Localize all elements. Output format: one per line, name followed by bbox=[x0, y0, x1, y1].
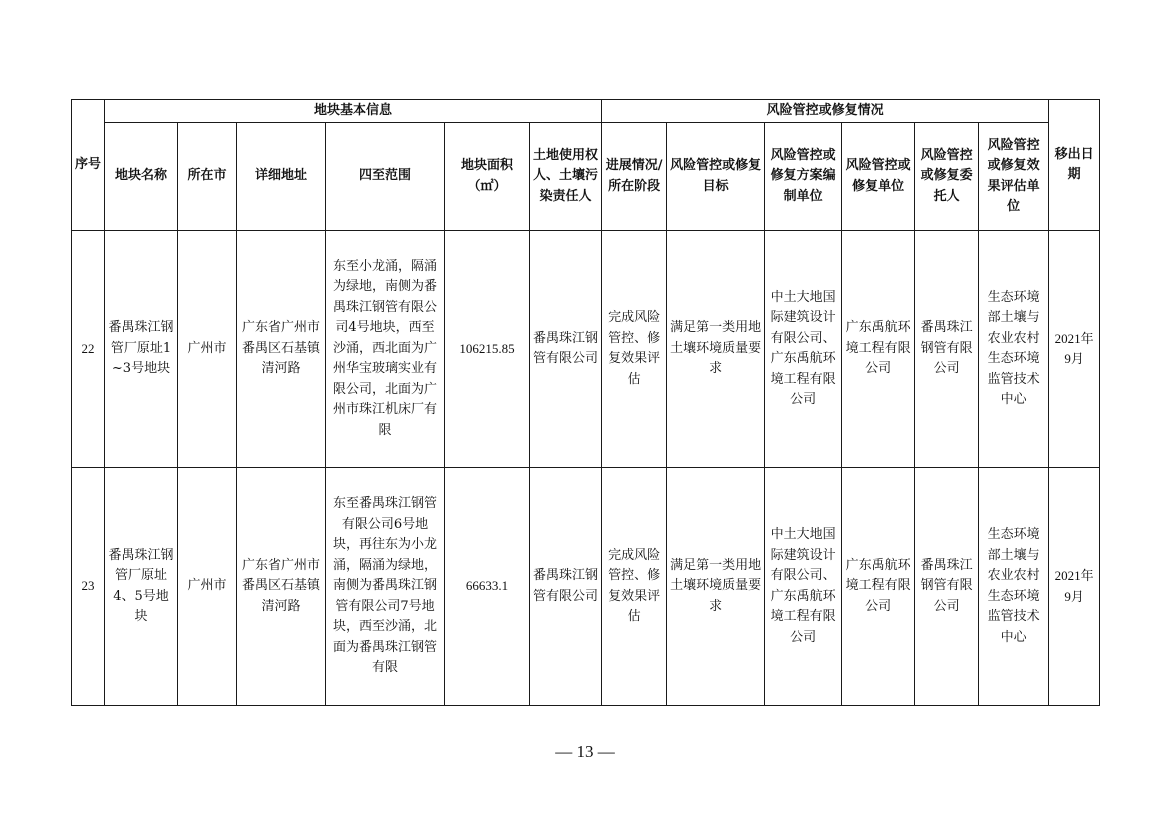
cell-client: 番禺珠江钢管有限公司 bbox=[915, 468, 979, 706]
header-group-basic: 地块基本信息 bbox=[105, 100, 602, 123]
header-client: 风险管控或修复委托人 bbox=[915, 123, 979, 231]
cell-removal-date: 2021年9月 bbox=[1049, 231, 1100, 468]
cell-plan-unit: 中土大地国际建筑设计有限公司、广东禹航环境工程有限公司 bbox=[765, 231, 842, 468]
cell-seq: 22 bbox=[72, 231, 105, 468]
header-target: 风险管控或修复目标 bbox=[667, 123, 765, 231]
cell-responsible: 番禺珠江钢管有限公司 bbox=[530, 231, 602, 468]
cell-target: 满足第一类用地土壤环境质量要求 bbox=[667, 468, 765, 706]
cell-removal-date: 2021年9月 bbox=[1049, 468, 1100, 706]
header-row bbox=[72, 123, 1100, 231]
header-address: 详细地址 bbox=[237, 123, 326, 231]
cell-boundaries: 东至番禺珠江钢管有限公司6号地块，再往东为小龙涌，隔涌为绿地，南侧为番禺珠江钢管有限公司7号地块，西至沙涌，北面为番禺珠江钢管有限 bbox=[326, 468, 445, 706]
header-stage: 进展情况/所在阶段 bbox=[602, 123, 667, 231]
header-group-risk: 风险管控或修复情况 bbox=[602, 100, 1049, 123]
cell-client: 番禺珠江钢管有限公司 bbox=[915, 231, 979, 468]
cell-plan-unit: 中土大地国际建筑设计有限公司、广东禹航环境工程有限公司 bbox=[765, 468, 842, 706]
cell-parcel-name: 番禺珠江钢管厂原址4、5号地块 bbox=[105, 468, 178, 706]
parcel-table bbox=[71, 99, 1100, 706]
cell-area: 66633.1 bbox=[445, 468, 530, 706]
page-number: — 13 — bbox=[555, 742, 615, 761]
header-boundaries: 四至范围 bbox=[326, 123, 445, 231]
cell-target: 满足第一类用地土壤环境质量要求 bbox=[667, 231, 765, 468]
header-area: 地块面积（㎡） bbox=[445, 123, 530, 231]
header-removal-date: 移出日期 bbox=[1049, 100, 1100, 231]
header-plan-unit: 风险管控或修复方案编制单位 bbox=[765, 123, 842, 231]
cell-eval-unit: 生态环境部土壤与农业农村生态环境监管技术中心 bbox=[979, 231, 1049, 468]
header-repair-unit: 风险管控或修复单位 bbox=[842, 123, 915, 231]
table-row bbox=[72, 468, 1100, 706]
header-parcel-name: 地块名称 bbox=[105, 123, 178, 231]
cell-area: 106215.85 bbox=[445, 231, 530, 468]
header-city: 所在市 bbox=[178, 123, 237, 231]
cell-address: 广东省广州市番禺区石基镇清河路 bbox=[237, 468, 326, 706]
cell-repair-unit: 广东禹航环境工程有限公司 bbox=[842, 468, 915, 706]
cell-city: 广州市 bbox=[178, 231, 237, 468]
cell-boundaries: 东至小龙涌，隔涌为绿地，南侧为番禺珠江钢管有限公司4号地块，西至沙涌，西北面为广州华宝玻璃实业有限公司，北面为广州市珠江机床厂有限 bbox=[326, 231, 445, 468]
cell-seq: 23 bbox=[72, 468, 105, 706]
cell-responsible: 番禺珠江钢管有限公司 bbox=[530, 468, 602, 706]
cell-repair-unit: 广东禹航环境工程有限公司 bbox=[842, 231, 915, 468]
table-row bbox=[72, 231, 1100, 468]
cell-city: 广州市 bbox=[178, 468, 237, 706]
cell-stage: 完成风险管控、修复效果评估 bbox=[602, 231, 667, 468]
cell-stage: 完成风险管控、修复效果评估 bbox=[602, 468, 667, 706]
header-seq: 序号 bbox=[72, 100, 105, 231]
cell-parcel-name: 番禺珠江钢管厂原址1~3号地块 bbox=[105, 231, 178, 468]
cell-address: 广东省广州市番禺区石基镇清河路 bbox=[237, 231, 326, 468]
cell-eval-unit: 生态环境部土壤与农业农村生态环境监管技术中心 bbox=[979, 468, 1049, 706]
header-group-row bbox=[72, 100, 1100, 123]
header-eval-unit: 风险管控或修复效果评估单位 bbox=[979, 123, 1049, 231]
header-responsible: 土地使用权人、土壤污染责任人 bbox=[530, 123, 602, 231]
